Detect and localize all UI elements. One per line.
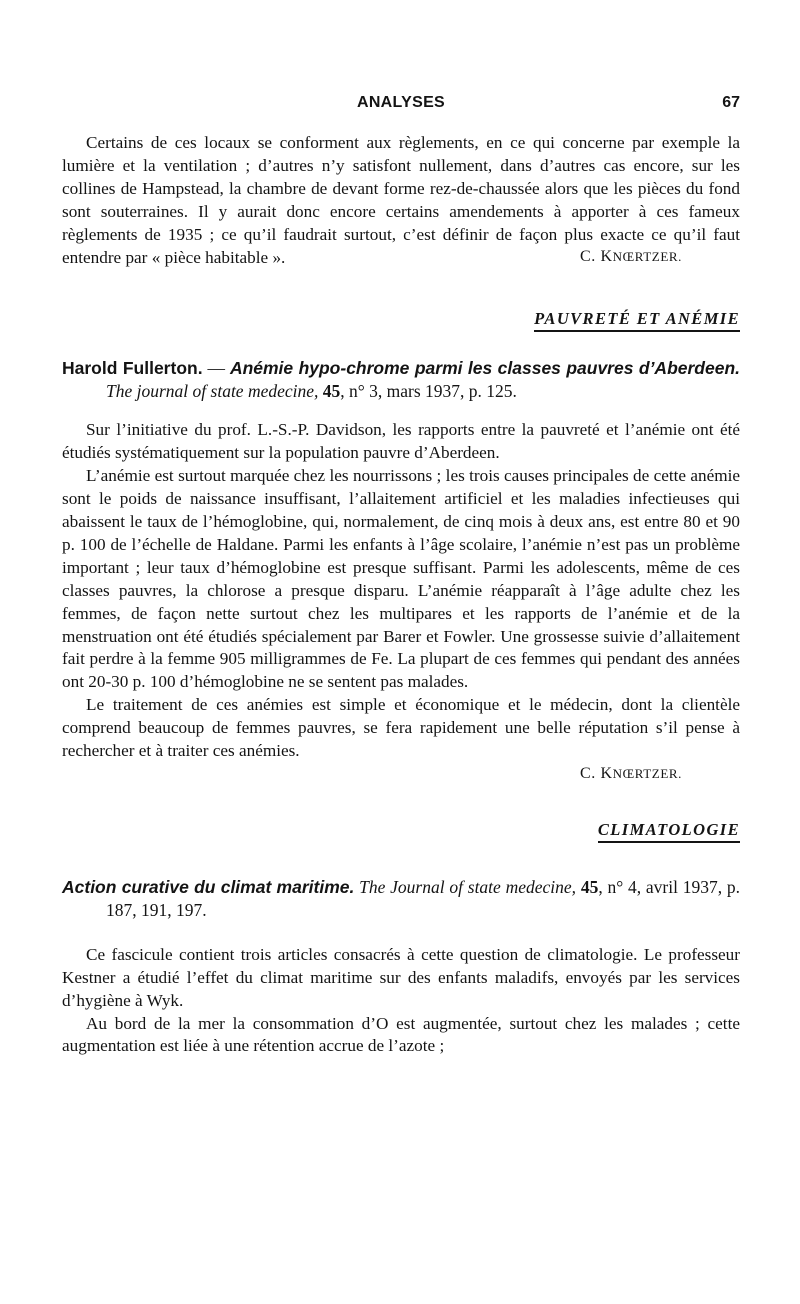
signature-initial: C. K [579, 764, 613, 782]
opening-paragraph: Certains de ces locaux se conforment aux règlements, en ce qui concerne par exemple la lumière et la ventilation ; d’autres n’y satisfont nullement, dans d’autres cas encore, sur les collines de Hampstead, la chambre de devant forme rez-de-chaussée alors que les pièces du fond sont souterraines. Il y aurait donc encore certains amendements à apporter à ces fameux règlements de 1935 ; ce qu’il faudrait surtout, c’est définir de façon plus exacte ce qu’il faut entendre par « pièce habitable ». [62, 133, 740, 267]
signature-rest: NŒRTZER. [612, 249, 682, 265]
ref-volume: 45 [580, 876, 599, 897]
page [62, 86, 740, 1058]
signature-initial: C. K [579, 248, 613, 266]
paragraph: Ce fascicule contient trois articles consacrés à cette question de climatologie. Le professeur Kestner a étudié l’effet du climat maritime sur des enfants maladifs, envoyés par les services d’hygiène à Wyk. [62, 944, 740, 1010]
section-heading: CLIMATOLOGIE [62, 820, 740, 840]
page-number: 67 [722, 94, 740, 111]
bibliographic-reference: Harold Fullerton. — Anémie hypo-chrome parmi les classes pauvres d’Aberdeen. The journal of state medecine, 45, n° 3, mars 1937, p. 125. [62, 358, 741, 402]
paragraph: Sur l’initiative du prof. L.-S.-P. Davidson, les rapports entre la pauvreté et l’anémie ont été étudiés systématiquement sur la population pauvre d’Aberdeen. [62, 420, 740, 463]
ref-volume: 45 [322, 381, 341, 402]
paragraph: Au bord de la mer la consommation d’O est augmentée, surtout chez les malades ; cette augmentation est liée à une rétention accrue de l’azote ; [62, 1013, 740, 1056]
signature [62, 763, 740, 786]
ref-title: Action curative du climat maritime. [62, 876, 355, 897]
ref-journal: The Journal of state medecine, [354, 876, 581, 897]
running-header [62, 86, 740, 112]
paragraph: L’anémie est surtout marquée chez les nourrissons ; les trois causes principales de cette anémie sont le poids de naissance insuffisant, l’allaitement artificiel et les maladies infectieuses qui abaissent le taux de l’hémoglobine, qui, normalement, de cinq mois à deux ans, est entre 80 et 90 p. 100 de l’échelle de Haldane. Parmi les enfants à l’âge scolaire, l’anémie n’est pas un problème important ; leur taux d’hémoglobine est presque suffisant. Parmi les adolescents, même de ces classes pauvres, la chlorose a presque disparu. L’anémie réapparaît à l’âge adulte chez les femmes, de façon nette surtout chez les multipares et les rapports de l’anémie et de la menstruation ont été étudiés spécialement par Barer et Fowler. Une grossesse suivie d’allaitement fait perdre à la femme 905 milligrammes de Fe. La plupart de ces femmes qui pendant des années ont 20-30 p. 100 d’hémoglobine ne se sentent pas malades. [62, 466, 740, 692]
running-title: ANALYSES [356, 94, 446, 111]
bibliographic-reference [62, 876, 740, 922]
ref-title: Anémie hypo-chrome parmi les classes pauvres d’Aberdeen. [229, 358, 741, 379]
section-heading: PAUVRETÉ ET ANÉMIE [62, 309, 740, 329]
signature-rest: NŒRTZER. [612, 765, 682, 781]
paragraph: Le traitement de ces anémies est simple et économique et le médecin, dont la clientèle comprend beaucoup de femmes pauvres, se fera rapidement une belle réputation s’il pense à rechercher et à traiter ces anémies. [62, 695, 740, 761]
ref-details: , n° 3, mars 1937, p. 125. [340, 381, 517, 402]
ref-author: Harold Fullerton. [62, 358, 203, 379]
ref-journal: The journal of state medecine, [106, 381, 323, 402]
ref-details: , n° 4, avril 1937, p. 187, 191, 197. [106, 876, 740, 920]
